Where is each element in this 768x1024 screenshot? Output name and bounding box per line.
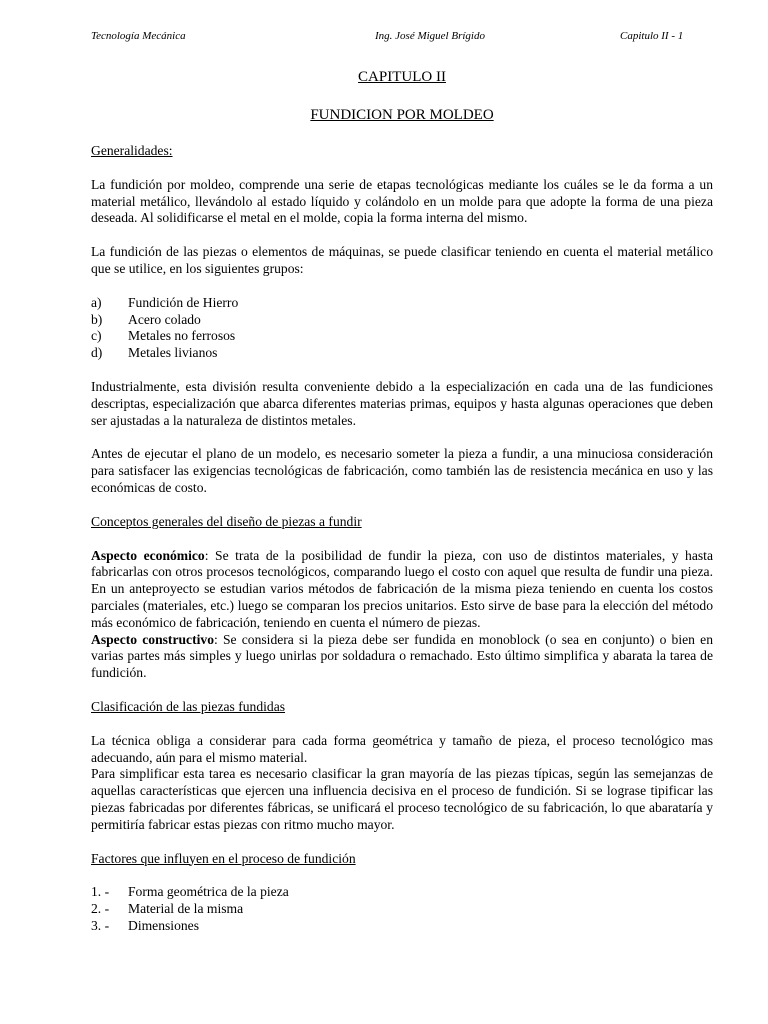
paragraph: La fundición de las piezas o elementos de máquinas, se puede clasificar teniendo en cuenta el material metálico que se utilice, en los siguientes grupos: (91, 244, 713, 276)
paragraph: Antes de ejecutar el plano de un modelo, es necesario someter la pieza a fundir, a una minuciosa consideración para satisfacer las exigencias tecnológicas de fabricación, como también las de resistencia mecánica en uso y las económicas de costo. (91, 446, 713, 495)
header-page-number: Capitulo II - 1 (620, 30, 684, 42)
chapter-subtitle: FUNDICION POR MOLDEO (310, 107, 494, 123)
paragraph: La fundición por moldeo, comprende una serie de etapas tecnológicas mediante los cuáles se le da forma a un material metálico, llevándolo al estado líquido y colándolo en un molde para que adopte la forma de una pieza deseada. Al solidificarse el metal en el molde, copia la forma interna del mismo. (91, 176, 713, 226)
section-heading-factores: Factores que influyen en el proceso de fundición (91, 850, 356, 866)
chapter-title: CAPITULO II (358, 69, 446, 85)
header-author: Ing. José Miguel Brígido (375, 30, 485, 42)
list-item: 1. - Forma geométrica de la pieza (91, 884, 289, 900)
paragraph: Industrialmente, esta división resulta conveniente debido a la especialización en cada una de las fundiciones descriptas, especialización que abarca diferentes materias primas, equipos y hasta algunas operaciones que deben ser ajustadas a la naturaleza de distintos metales. (91, 378, 713, 428)
section-heading-conceptos: Conceptos generales del diseño de piezas a fundir (91, 513, 362, 529)
paragraph-aspecto-economico: Aspecto económico: Se trata de la posibilidad de fundir la pieza, con uso de distintos materiales, y hasta fabricarlas con otros procesos tecnológicos, comparando luego el costo con aquel que resulta de fundir una pieza. En un anteproyecto se estudian varios métodos de fabricación de la misma pieza teniendo en cuenta los costos parciales (materiales, etc.) luego se comparan los precios unitarios. Esto sirve de base para la elección del método más económico de fabricación, teniendo en cuenta el número de piezas. (91, 547, 713, 630)
factors-list (91, 884, 713, 934)
section-heading-generalidades: Generalidades: (91, 143, 173, 158)
paragraph-aspecto-constructivo: Aspecto constructivo: Se considera si la pieza debe ser fundida en monoblock (o sea en conjunto) o bien en varias partes más simples y luego unirlas por soldadura o remachado. Esto último simplifica y abarata la tarea de fundición. (91, 631, 713, 681)
list-item: a) Fundición de Hierro (91, 294, 239, 310)
list-item: 2. - Material de la misma (91, 901, 244, 917)
list-item: c) Metales no ferrosos (91, 328, 236, 344)
list-item: 3. - Dimensiones (91, 917, 199, 933)
groups-list (91, 295, 713, 362)
list-item: d) Metales livianos (91, 345, 218, 361)
section-heading-clasificacion: Clasificación de las piezas fundidas (91, 698, 286, 714)
paragraph: Para simplificar esta tarea es necesario clasificar la gran mayoría de las piezas típicas, según las semejanzas de aquellas características que ejercen una influencia decisiva en el proceso de fundición. Si se lograse tipificar las piezas fabricadas por diferentes fábricas, se unificará el proceso tecnológico de su fabricación, lo que abarataría y permitiría fabricar estas piezas con ritmo mucho mayor. (91, 766, 713, 832)
term-aspecto-economico: Aspecto económico (91, 547, 205, 563)
header-course: Tecnología Mecánica (91, 30, 186, 42)
term-aspecto-constructivo: Aspecto constructivo (91, 631, 214, 647)
paragraph: La técnica obliga a considerar para cada forma geométrica y tamaño de pieza, el proceso tecnológico mas adecuando, aún para el mismo material. (91, 732, 713, 765)
list-item: b) Acero colado (91, 311, 201, 327)
document-body (91, 68, 713, 935)
